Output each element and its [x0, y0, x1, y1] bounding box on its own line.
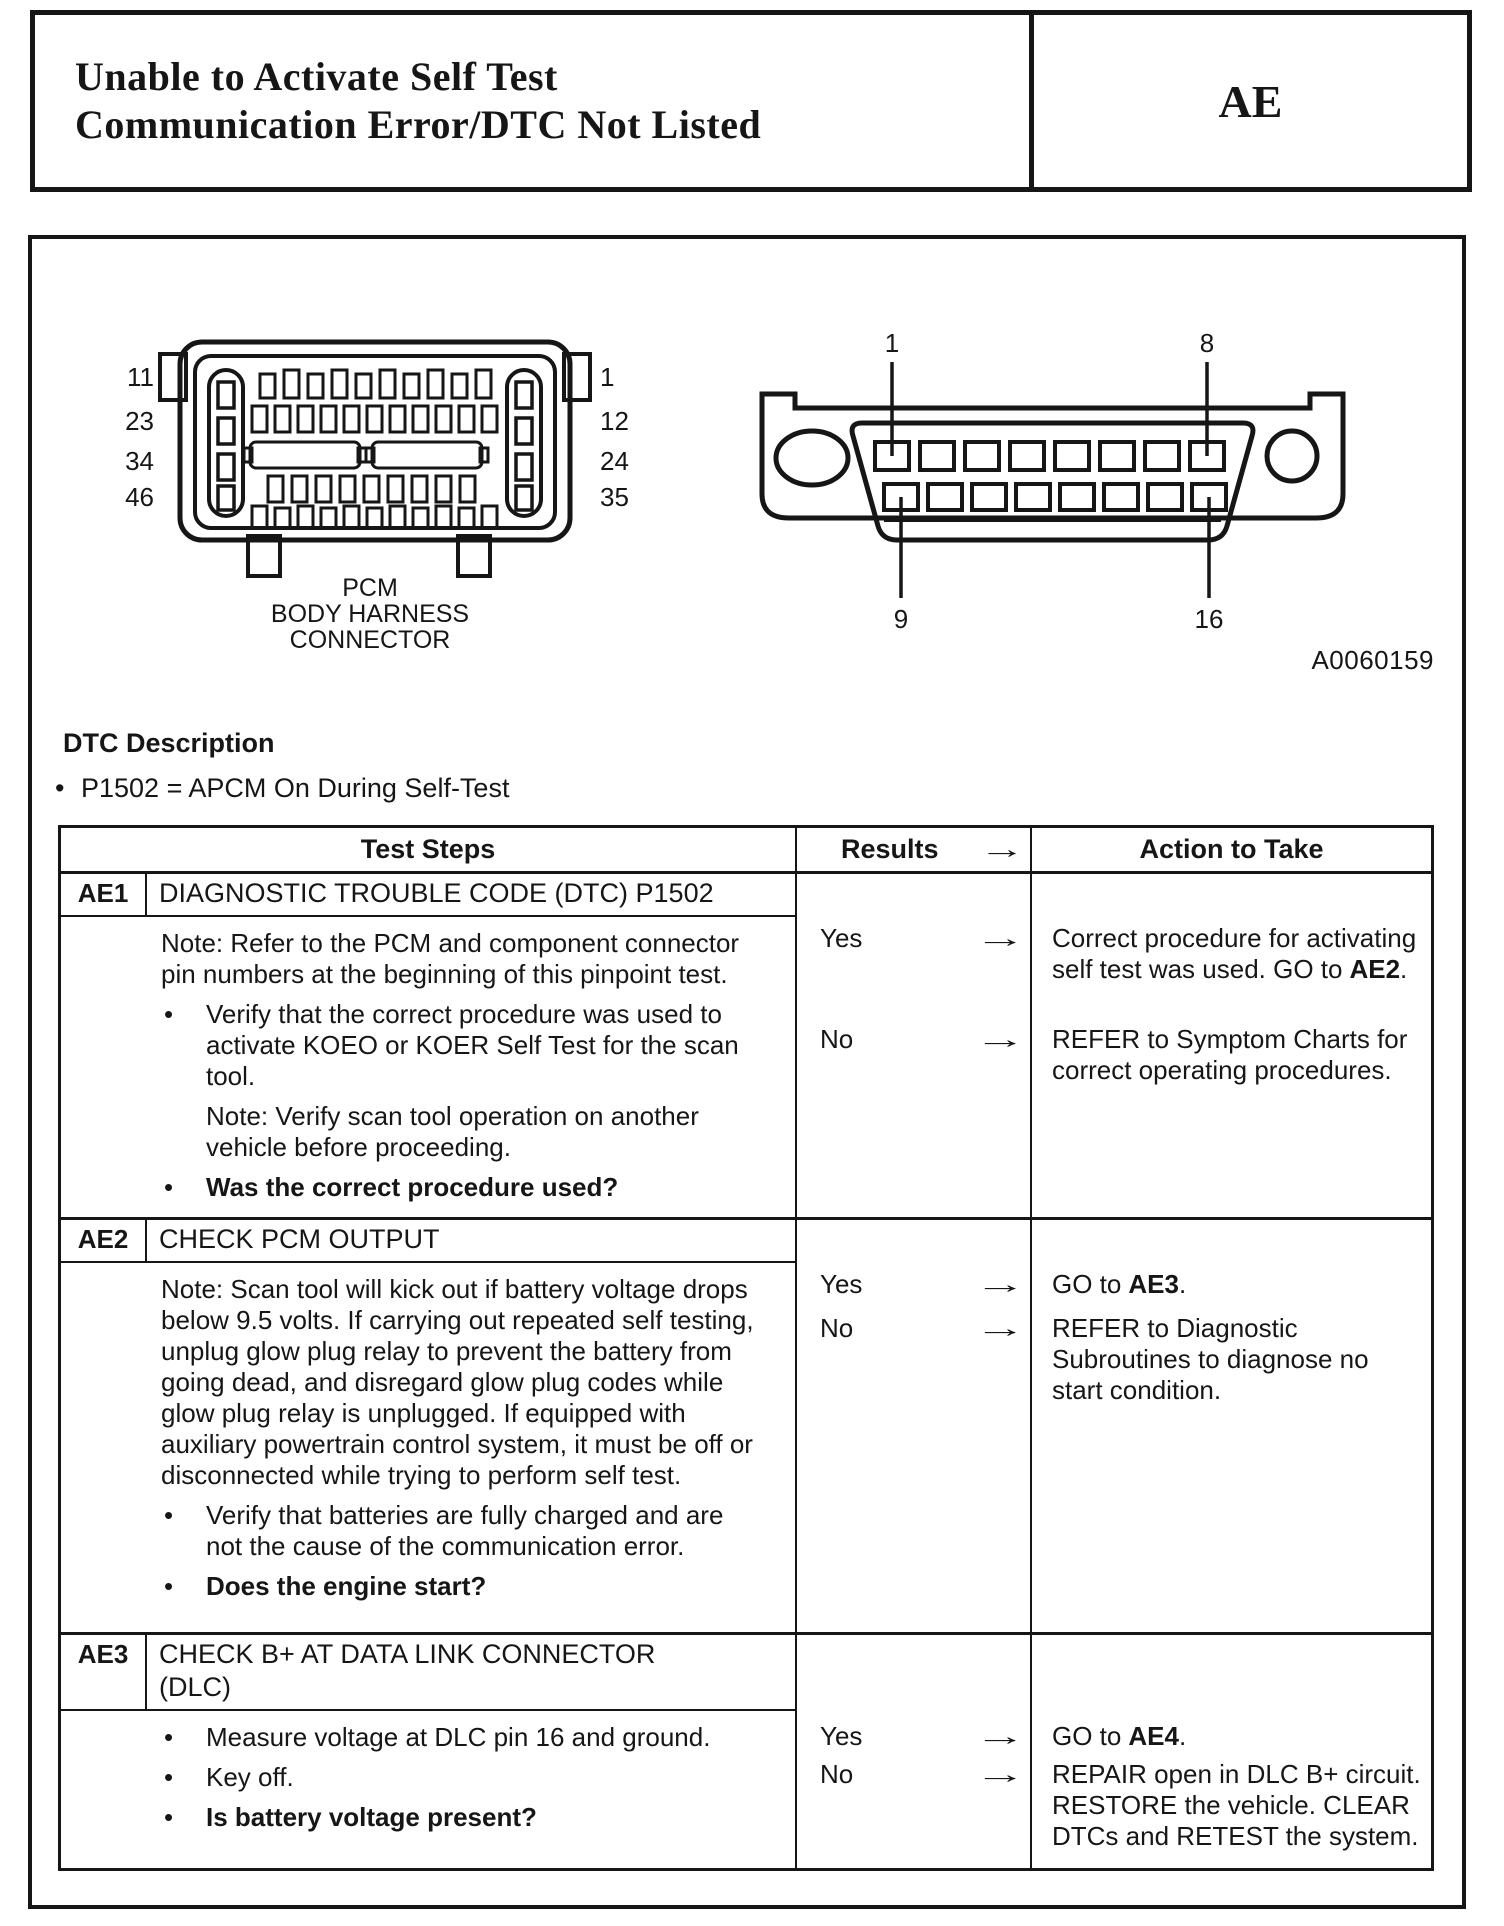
list-item-text: Verify that batteries are fully charged and are not the cause of the communication error.	[206, 1500, 724, 1561]
pcm-pin-label-34: 34	[125, 446, 154, 476]
ae2-test-steps	[61, 1220, 795, 1632]
action-text	[1032, 1721, 1431, 1759]
pcm-caption-line3: CONNECTOR	[289, 626, 451, 654]
bullet-icon	[161, 1172, 206, 1203]
arrow-icon: →	[974, 1313, 1026, 1343]
figure-id: A0060159	[1311, 645, 1434, 675]
step-code: AE3	[61, 1635, 147, 1709]
dlc-pin-label-1: 1	[884, 330, 900, 358]
ae3-actions	[1030, 1635, 1431, 1868]
bullet-icon	[161, 1722, 206, 1753]
ae1-actions	[1030, 874, 1431, 1217]
action-run: .	[1178, 1269, 1187, 1299]
dlc-mount-hole-left	[776, 431, 848, 485]
results-label: Results	[841, 834, 939, 864]
dlc-pin-label-8: 8	[1199, 330, 1215, 358]
arrow-icon: →	[974, 1269, 1026, 1299]
result-row	[797, 1721, 1030, 1759]
action-run: REPAIR open in DLC B+ circuit. RESTORE the vehicle. CLEAR DTCs and RETEST the system.	[1052, 1759, 1421, 1851]
note-paragraph: Note: Scan tool will kick out if battery voltage drops below 9.5 volts. If carrying out repeated self testing, unplug glow plug relay to prevent the battery from going dead, and disregard glow plug codes while glow plug relay is unplugged. If equipped with auxiliary powertrain control system, it must be off or disconnected while trying to perform self test.	[161, 1274, 754, 1490]
ae1-step-header	[61, 874, 795, 917]
action-run: Correct procedure for activating self test was used. GO to	[1052, 923, 1417, 984]
arrow-icon: →	[974, 1721, 1026, 1751]
list-item-text: Verify that the correct procedure was used to activate KOEO or KOER Self Test for the scan tool.	[206, 999, 739, 1091]
ae2-results	[795, 1220, 1030, 1632]
table-header-row	[61, 828, 1431, 874]
list-item	[161, 1802, 755, 1833]
ae3-step-body	[61, 1711, 795, 1845]
list-item	[161, 999, 755, 1092]
result-row	[797, 1313, 1030, 1344]
list-item	[161, 1571, 755, 1602]
ae3-results	[795, 1635, 1030, 1868]
result-row	[797, 1269, 1030, 1313]
step-reference: AE2	[1349, 954, 1401, 984]
page-title-line1: Unable to Activate Self Test	[75, 54, 558, 99]
result-label: No	[820, 1024, 854, 1054]
col-header-action: Action to Take	[1030, 828, 1431, 871]
arrow-icon: →	[979, 834, 1025, 864]
action-text	[1032, 923, 1431, 1024]
step-question: Is battery voltage present?	[206, 1802, 537, 1832]
step-title: CHECK PCM OUTPUT	[159, 1224, 440, 1254]
ae3-step-header	[61, 1635, 795, 1711]
list-item	[161, 1172, 755, 1203]
col-header-results	[795, 828, 1030, 871]
pcm-pin-label-12: 12	[600, 406, 629, 436]
dlc-pin-label-9: 9	[893, 604, 909, 634]
result-label: Yes	[820, 923, 863, 953]
action-run: GO to	[1052, 1269, 1122, 1299]
pcm-pin-label-46: 46	[125, 482, 154, 512]
step-reference: AE4	[1128, 1721, 1179, 1751]
list-item-text: Key off.	[206, 1762, 294, 1792]
note-paragraph: Note: Refer to the PCM and component connector pin numbers at the beginning of this pinpoint test.	[161, 928, 740, 989]
ae1-results	[795, 874, 1030, 1217]
dlc-pins-bottom-row	[884, 484, 1226, 510]
step-title: DIAGNOSTIC TROUBLE CODE (DTC) P1502	[159, 878, 714, 908]
list-item	[161, 1762, 755, 1793]
ae2-step-header	[61, 1220, 795, 1263]
arrow-icon: →	[974, 1024, 1026, 1054]
dtc-description-heading: DTC Description	[63, 728, 275, 758]
step-group-ae3	[61, 1632, 1431, 1868]
ae1-step-body	[61, 917, 795, 1215]
pcm-slot-pins	[218, 382, 532, 510]
pcm-pin-field	[244, 370, 497, 528]
ae2-step-body	[61, 1263, 795, 1614]
step-group-ae2	[61, 1217, 1431, 1632]
result-row	[797, 1759, 1030, 1790]
pinpoint-test-table	[58, 825, 1434, 1871]
action-run: .	[1400, 954, 1408, 984]
list-item-text: Measure voltage at DLC pin 16 and ground.	[206, 1722, 711, 1752]
col-header-test-steps: Test Steps	[360, 834, 496, 864]
pcm-caption-line1: PCM	[342, 574, 398, 602]
title-box	[30, 10, 1472, 192]
action-text	[1032, 1759, 1431, 1852]
pcm-connector-diagram	[98, 330, 638, 660]
bullet-icon	[161, 1802, 206, 1833]
ae2-actions	[1030, 1220, 1431, 1632]
dlc-callout-lines	[892, 362, 1209, 598]
step-title: CHECK B+ AT DATA LINK CONNECTOR (DLC)	[159, 1639, 656, 1702]
bullet-icon	[161, 1571, 206, 1602]
action-run: REFER to Symptom Charts for correct operating procedures.	[1052, 1024, 1408, 1085]
arrow-icon: →	[974, 1759, 1026, 1789]
action-run: REFER to Diagnostic Subroutines to diagnose no start condition.	[1052, 1313, 1369, 1405]
result-row	[797, 1024, 1030, 1055]
bullet-icon	[161, 1500, 206, 1562]
pcm-pin-label-1: 1	[600, 362, 615, 392]
step-question: Was the correct procedure used?	[206, 1172, 619, 1202]
result-label: Yes	[820, 1269, 863, 1299]
content-box	[28, 235, 1466, 1909]
list-item	[161, 1722, 755, 1753]
bullet-icon	[161, 1762, 206, 1793]
dlc-mount-hole-right	[1267, 431, 1317, 481]
bullet-icon	[161, 999, 206, 1092]
pcm-pin-label-23: 23	[125, 406, 154, 436]
dlc-pins-top-row	[875, 442, 1224, 470]
list-item	[161, 1500, 755, 1562]
action-run: GO to	[1052, 1721, 1122, 1751]
action-text	[1032, 1024, 1431, 1086]
result-label: Yes	[820, 1721, 863, 1751]
action-run: .	[1178, 1721, 1187, 1751]
bullet-icon	[55, 773, 81, 804]
dlc-pin-label-16: 16	[1194, 604, 1224, 634]
step-reference: AE3	[1128, 1269, 1179, 1299]
step-code: AE1	[61, 874, 147, 915]
pcm-pin-label-35: 35	[600, 482, 629, 512]
pcm-caption-line2: BODY HARNESS	[270, 600, 470, 628]
pinpoint-code: AE	[1218, 75, 1283, 127]
page-title-line2: Communication Error/DTC Not Listed	[75, 102, 762, 147]
ae1-test-steps	[61, 874, 795, 1217]
ae3-test-steps	[61, 1635, 795, 1868]
action-text	[1032, 1269, 1431, 1313]
pcm-pin-label-11: 11	[127, 362, 154, 392]
result-label: No	[820, 1313, 854, 1343]
pcm-pin-label-24: 24	[600, 446, 629, 476]
title-cell	[35, 15, 1034, 187]
action-text	[1032, 1313, 1431, 1406]
step-code: AE2	[61, 1220, 147, 1261]
step-question: Does the engine start?	[206, 1571, 487, 1601]
arrow-icon: →	[974, 923, 1026, 953]
note-paragraph: Note: Verify scan tool operation on another vehicle before proceeding.	[206, 1101, 699, 1162]
step-group-ae1	[61, 874, 1431, 1217]
dtc-description-text: P1502 = APCM On During Self-Test	[81, 773, 510, 803]
dtc-description-item	[55, 773, 509, 804]
dlc-connector-diagram	[700, 330, 1400, 640]
result-row	[797, 923, 1030, 1024]
result-label: No	[820, 1759, 854, 1789]
